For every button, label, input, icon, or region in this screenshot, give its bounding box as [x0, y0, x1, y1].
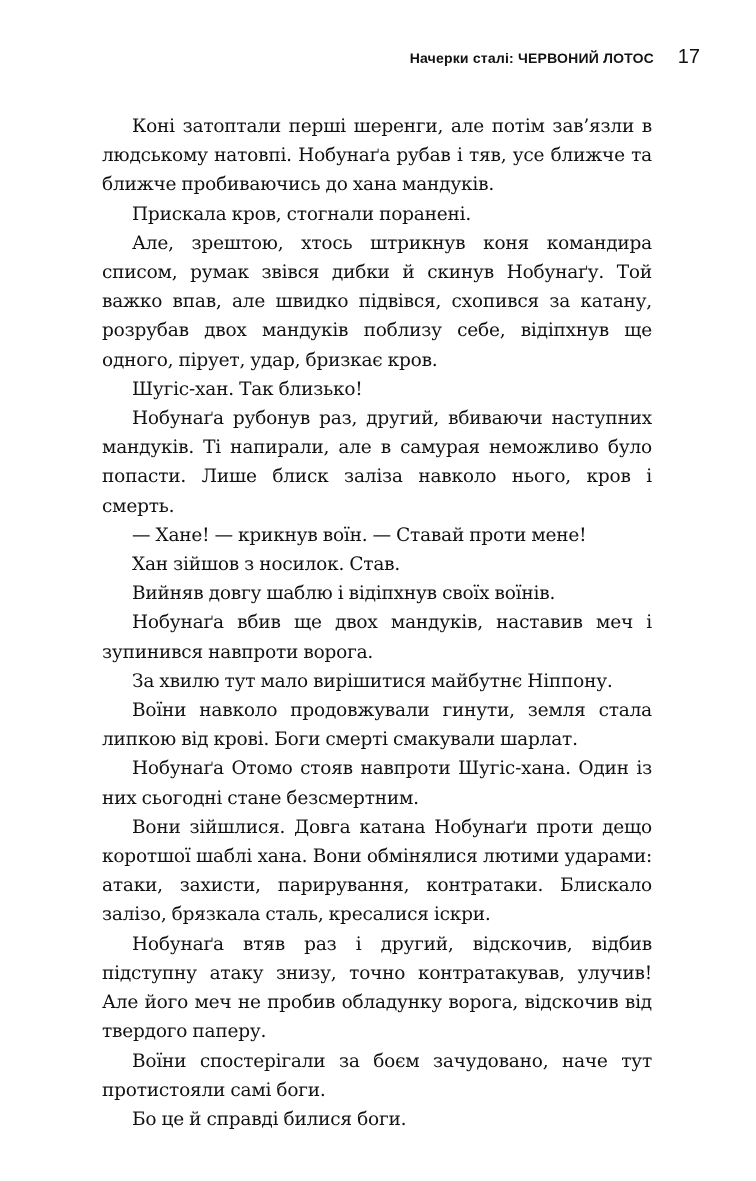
paragraph: Але, зрештою, хтось штрикнув коня командира списом, румак звівся дибки й скинув Нобунаґу. Той важко впав, але швидко підвівся, схопився за катану, розрубав двох мандуків поблизу себе, відіпхнув ще одного, пірует, удар, бризкає кров. — [102, 232, 652, 371]
paragraph: Бо це й справді билися боги. — [132, 1108, 407, 1130]
paragraph: Хан зійшов з носилок. Став. — [132, 554, 401, 576]
running-title: Начерки сталі: ЧЕРВОНИЙ ЛОТОС — [409, 50, 654, 66]
paragraph: Прискала кров, стогнали поранені. — [132, 203, 472, 225]
paragraph: Вийняв довгу шаблю і відіпхнув своїх воїнів. — [132, 583, 556, 605]
page-number: 17 — [677, 46, 700, 68]
text-body — [102, 112, 652, 1134]
paragraph: Воїни навколо продовжували гинути, земля стала липкою від крові. Боги смерті смакували шарлат. — [102, 700, 652, 751]
paragraph: Нобунаґа Отомо стояв навпроти Шугіс-хана. Один із них сьогодні стане безсмертним. — [102, 758, 652, 809]
paragraph: Воїни спостерігали за боєм зачудовано, наче тут протистояли самі боги. — [102, 1050, 652, 1101]
paragraph: Вони зійшлися. Довга катана Нобунаґи проти дещо коротшої шаблі хана. Вони обмінялися лютими ударами: атаки, захисти, парирування, контратаки. Блискало залізо, брязкала сталь, кресалися іскри. — [102, 816, 652, 926]
paragraph: Коні затоптали перші шеренги, але потім зав’язли в людському натовпі. Нобунаґа рубав і тяв, усе ближче та ближче пробиваючись до хана мандуків. — [102, 116, 652, 196]
paragraph: За хвилю тут мало вирішитися майбутнє Ніппону. — [132, 670, 613, 692]
paragraph: Шугіс-хан. Так близько! — [132, 378, 363, 400]
paragraph: — Хане! — крикнув воїн. — Ставай проти мене! — [132, 524, 587, 546]
paragraph: Нобунаґа втяв раз і другий, відскочив, відбив підступну атаку знизу, точно контратакував, улучив! Але його меч не пробив обладунку ворога, відскочив від твердого паперу. — [102, 933, 652, 1043]
running-head — [0, 46, 756, 72]
paragraph: Нобунаґа вбив ще двох мандуків, наставив меч і зупинився навпроти ворога. — [102, 612, 652, 663]
paragraph: Нобунаґа рубонув раз, другий, вбиваючи наступних мандуків. Ті напирали, але в самурая неможливо було попасти. Лише блиск заліза навколо нього, кров і смерть. — [102, 408, 652, 517]
